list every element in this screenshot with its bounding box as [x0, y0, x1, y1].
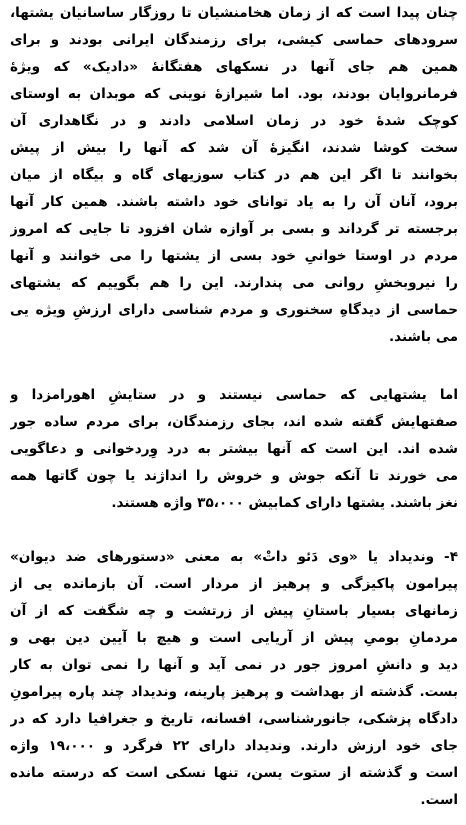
- text-line: زمانهای بسیار باستانِ پیش از زرتشت و چه شگفت که از آن: [10, 603, 458, 619]
- text-line: سرودهای حماسی کیشی، برای رزمندگان ایرانی بودند و برای: [10, 32, 458, 48]
- text-line: حماسی از دیدگاهِ سخنوری و مردم شناسی دارای ارزشِ ویژه یی: [10, 302, 458, 318]
- text-line: بخوانند تا اگر این هم در کتاب سوزیهای گاه و بیگاه از میان: [10, 167, 458, 183]
- text-line: می خورند تا آنکه جوش و خروش را انداژند یا چون گاتها همه: [10, 468, 458, 484]
- text-line: مردمانِ بومیِ پیش از آریایی است و هیچ با آیین دین بهی و: [10, 630, 458, 646]
- text-line: است.: [420, 792, 458, 808]
- text-line: سخت کوشا شدند، انگیزهٔ آن شد که آنها را بیش از پیش: [10, 140, 458, 156]
- paragraph-yashts-epic: [10, 0, 458, 351]
- text-line: بست. گذشته از بهداشت و پرهیز پارینه، وندیداد چند پاره پیرامونِ: [10, 684, 458, 700]
- text-line: دادگاه پزشکی، جانورشناسی، افسانه، تاریخ و جغرافیا دارد که در: [10, 711, 458, 727]
- text-line: برود، آنان آن را به یاد توانای خود داشته باشند. همین کار آنها: [10, 194, 458, 210]
- text-line: جای خود ارزش دارند. وندیداد دارای ۲۲ فرگرد و ۱۹،۰۰۰ واژه: [10, 738, 458, 754]
- text-line: صفتهایش گفته شده اند، بجای رزمندگان، برای مردم ساده جور: [10, 414, 458, 430]
- paragraph-vendidad: [10, 544, 458, 814]
- text-line: برجسته تر گرداند و بسی بر آوازه شان افزود تا جایی که امروز: [10, 221, 458, 237]
- paragraph-yashts-nonepic: [10, 382, 458, 517]
- text-line: پیرامون پاکیزگی و پرهیز از مردار است. آن بازمانده یی از: [10, 576, 458, 592]
- text-line: فرمانروایان بودند، بود. اما شیرازهٔ نوینی که موبدان به اوستای: [10, 86, 458, 102]
- text-line: اما یشتهایی که حماسی نیستند و در ستایشِ اهورامزدا و: [10, 387, 458, 403]
- text-line: مردم در اوستا خوانیِ خود بسی از یشتها را می خوانند و آنها: [10, 248, 458, 264]
- text-line: دید و دانشِ امروز جور در نمی آید و آنها را نمی توان به کار: [10, 657, 458, 673]
- text-line: شده اند. این است که آنها بیشتر به درد وِردخوانی و دعاگویی: [10, 441, 458, 457]
- text-line: همین هم جای آنها در نسکهای هفتگانهٔ «دادیک» که ویژهٔ: [10, 59, 458, 75]
- text-line: ۴- وندیداد یا «وی دَئو داتْ» به معنی «دستورهای ضد دیوان»: [10, 549, 458, 565]
- text-line: کوچک شدهٔ خود در زمان اسلامی دادند و در نگاهداری آن: [10, 113, 458, 129]
- text-line: می باشند.: [388, 329, 458, 345]
- text-line: است و گذشته از ستوت یسن، تنها نسکی است که درسته مانده: [10, 765, 458, 781]
- text-line: را نیروبخشِ روانی می پندارند. این را هم بگوییم که یشتهای: [10, 275, 458, 291]
- text-line: نغز باشند. یشتها دارای کمابیش ۳۵،۰۰۰ واژه هستند.: [111, 495, 458, 511]
- text-line: چنان پیدا است که از زمان هخامنشیان تا روزگار ساسانیان یشتها،: [10, 5, 458, 21]
